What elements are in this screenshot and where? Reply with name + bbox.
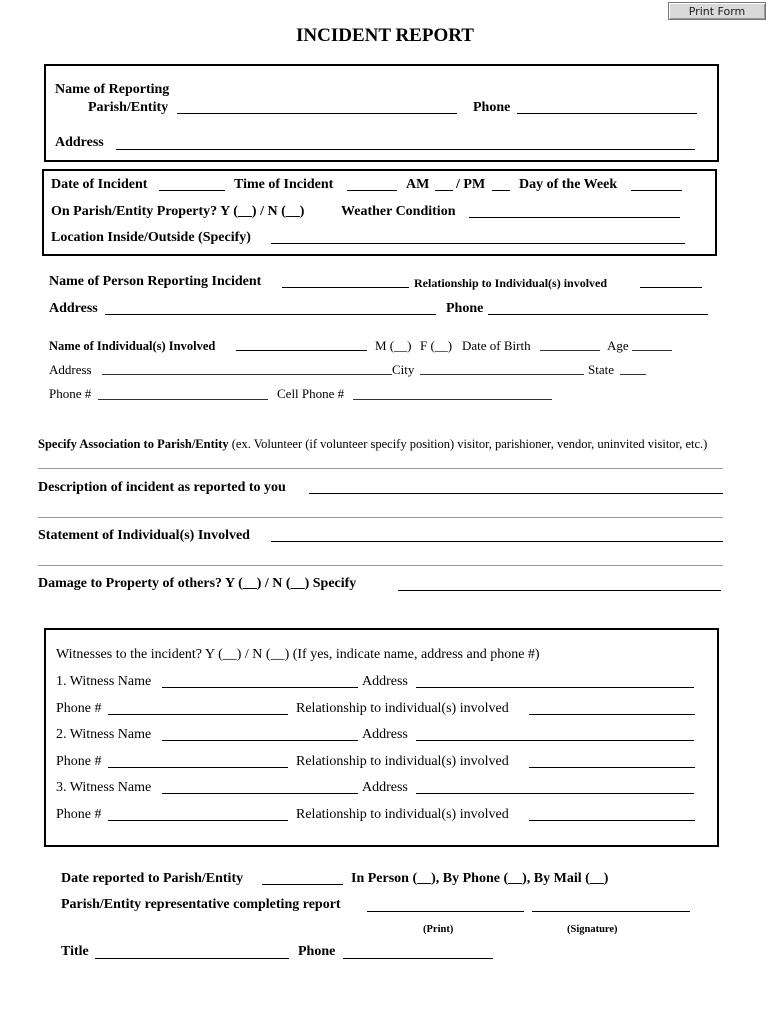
witness-1-name-label: 1. Witness Name: [56, 674, 152, 689]
witness-1-relationship-label: Relationship to individual(s) involved: [296, 701, 509, 716]
reporter-address-label: Address: [49, 301, 98, 316]
city-field[interactable]: [420, 374, 584, 375]
statement-field-2[interactable]: [38, 565, 723, 566]
individual-address-label: Address: [49, 362, 92, 377]
witness-3-phone-label: Phone #: [56, 807, 102, 822]
witness-2-phone-label: Phone #: [56, 754, 102, 769]
witness-3-relationship-field[interactable]: [529, 820, 695, 821]
day-of-week-label: Day of the Week: [519, 177, 618, 192]
witness-1-address-field[interactable]: [416, 687, 694, 688]
witness-question: Witnesses to the incident? Y (__) / N (__) (If yes, indicate name, address and phone #): [56, 647, 540, 662]
witness-2-name-field[interactable]: [162, 740, 358, 741]
witness-1-address-label: Address: [362, 674, 408, 689]
cell-phone-label: Cell Phone #: [277, 386, 345, 401]
witness-2-relationship-label: Relationship to individual(s) involved: [296, 754, 509, 769]
witness-3-relationship-label: Relationship to individual(s) involved: [296, 807, 509, 822]
individual-phone-label: Phone #: [49, 386, 92, 401]
name-reporting-label: Name of Reporting: [55, 82, 170, 97]
title-field[interactable]: [95, 958, 289, 959]
reporter-phone-field[interactable]: [488, 314, 708, 315]
damage-specify-field[interactable]: [398, 590, 721, 591]
signature-caption: (Signature): [567, 924, 618, 935]
date-incident-label: Date of Incident: [51, 177, 148, 192]
witness-2-address-label: Address: [362, 727, 408, 742]
representative-label: Parish/Entity representative completing report: [61, 897, 341, 912]
association-label: [38, 436, 707, 452]
address-field[interactable]: [116, 149, 695, 150]
date-reported-label: Date reported to Parish/Entity: [61, 871, 244, 886]
relationship-label: Relationship to Individual(s) involved: [414, 276, 608, 290]
male-label: M (__): [375, 338, 412, 353]
print-caption: (Print): [423, 924, 454, 935]
representative-print-field[interactable]: [367, 911, 524, 912]
dob-field[interactable]: [540, 350, 600, 351]
title-label: Title: [61, 944, 89, 959]
name-individuals-field[interactable]: [236, 350, 367, 351]
footer-phone-label: Phone: [298, 944, 336, 959]
witness-2-phone-field[interactable]: [108, 767, 288, 768]
page-title: INCIDENT REPORT: [296, 25, 474, 46]
name-individuals-label: Name of Individual(s) Involved: [49, 339, 216, 353]
witness-2-address-field[interactable]: [416, 740, 694, 741]
report-methods-label: In Person (__), By Phone (__), By Mail (__): [351, 871, 609, 886]
witness-1-phone-label: Phone #: [56, 701, 102, 716]
witness-3-address-field[interactable]: [416, 793, 694, 794]
time-incident-field[interactable]: [347, 190, 397, 191]
time-incident-label: Time of Incident: [234, 177, 334, 192]
description-field[interactable]: [309, 493, 723, 494]
reporter-phone-label: Phone: [446, 301, 484, 316]
witness-3-phone-field[interactable]: [108, 820, 288, 821]
association-label-bold: Specify Association to Parish/Entity: [38, 437, 229, 451]
state-field[interactable]: [620, 374, 646, 375]
pm-field[interactable]: [492, 190, 510, 191]
witness-1-relationship-field[interactable]: [529, 714, 695, 715]
pm-label: / PM: [456, 177, 486, 192]
statement-label: Statement of Individual(s) Involved: [38, 528, 250, 543]
reporter-address-field[interactable]: [105, 314, 436, 315]
phone-field[interactable]: [517, 113, 697, 114]
address-label: Address: [55, 135, 104, 150]
phone-label: Phone: [473, 100, 511, 115]
description-field-2[interactable]: [38, 517, 723, 518]
association-field[interactable]: [38, 468, 723, 469]
witness-1-name-field[interactable]: [162, 687, 358, 688]
relationship-field[interactable]: [640, 287, 702, 288]
print-form-button[interactable]: Print Form: [668, 2, 766, 20]
damage-label: Damage to Property of others? Y (__) / N (__) Specify: [38, 576, 357, 591]
date-incident-field[interactable]: [159, 190, 225, 191]
parish-entity-label: Parish/Entity: [88, 100, 169, 115]
weather-field[interactable]: [469, 217, 680, 218]
cell-phone-field[interactable]: [353, 399, 552, 400]
description-label: Description of incident as reported to you: [38, 480, 286, 495]
witness-3-address-label: Address: [362, 780, 408, 795]
am-field[interactable]: [435, 190, 453, 191]
dob-label: Date of Birth: [462, 338, 531, 353]
location-field[interactable]: [271, 243, 685, 244]
state-label: State: [588, 362, 614, 377]
association-label-example: (ex. Volunteer (if volunteer specify position) visitor, parishioner, vendor, uninvited visitor, etc.): [231, 437, 708, 451]
individual-address-field[interactable]: [102, 374, 392, 375]
witness-2-name-label: 2. Witness Name: [56, 727, 152, 742]
name-person-reporting-label: Name of Person Reporting Incident: [49, 274, 262, 289]
am-label: AM: [406, 177, 430, 192]
footer-phone-field[interactable]: [343, 958, 493, 959]
city-label: City: [392, 362, 415, 377]
witness-1-phone-field[interactable]: [108, 714, 288, 715]
witness-2-relationship-field[interactable]: [529, 767, 695, 768]
on-property-label: On Parish/Entity Property? Y (__) / N (__): [51, 204, 305, 219]
female-label: F (__): [420, 338, 453, 353]
witness-3-name-label: 3. Witness Name: [56, 780, 152, 795]
age-label: Age: [607, 338, 629, 353]
name-person-reporting-field[interactable]: [282, 287, 409, 288]
weather-label: Weather Condition: [341, 204, 456, 219]
individual-phone-field[interactable]: [98, 399, 268, 400]
day-of-week-field[interactable]: [631, 190, 682, 191]
parish-entity-field[interactable]: [177, 113, 457, 114]
witness-3-name-field[interactable]: [162, 793, 358, 794]
representative-signature-field[interactable]: [532, 911, 690, 912]
location-label: Location Inside/Outside (Specify): [51, 230, 251, 245]
age-field[interactable]: [632, 350, 672, 351]
statement-field[interactable]: [271, 541, 723, 542]
date-reported-field[interactable]: [262, 884, 343, 885]
